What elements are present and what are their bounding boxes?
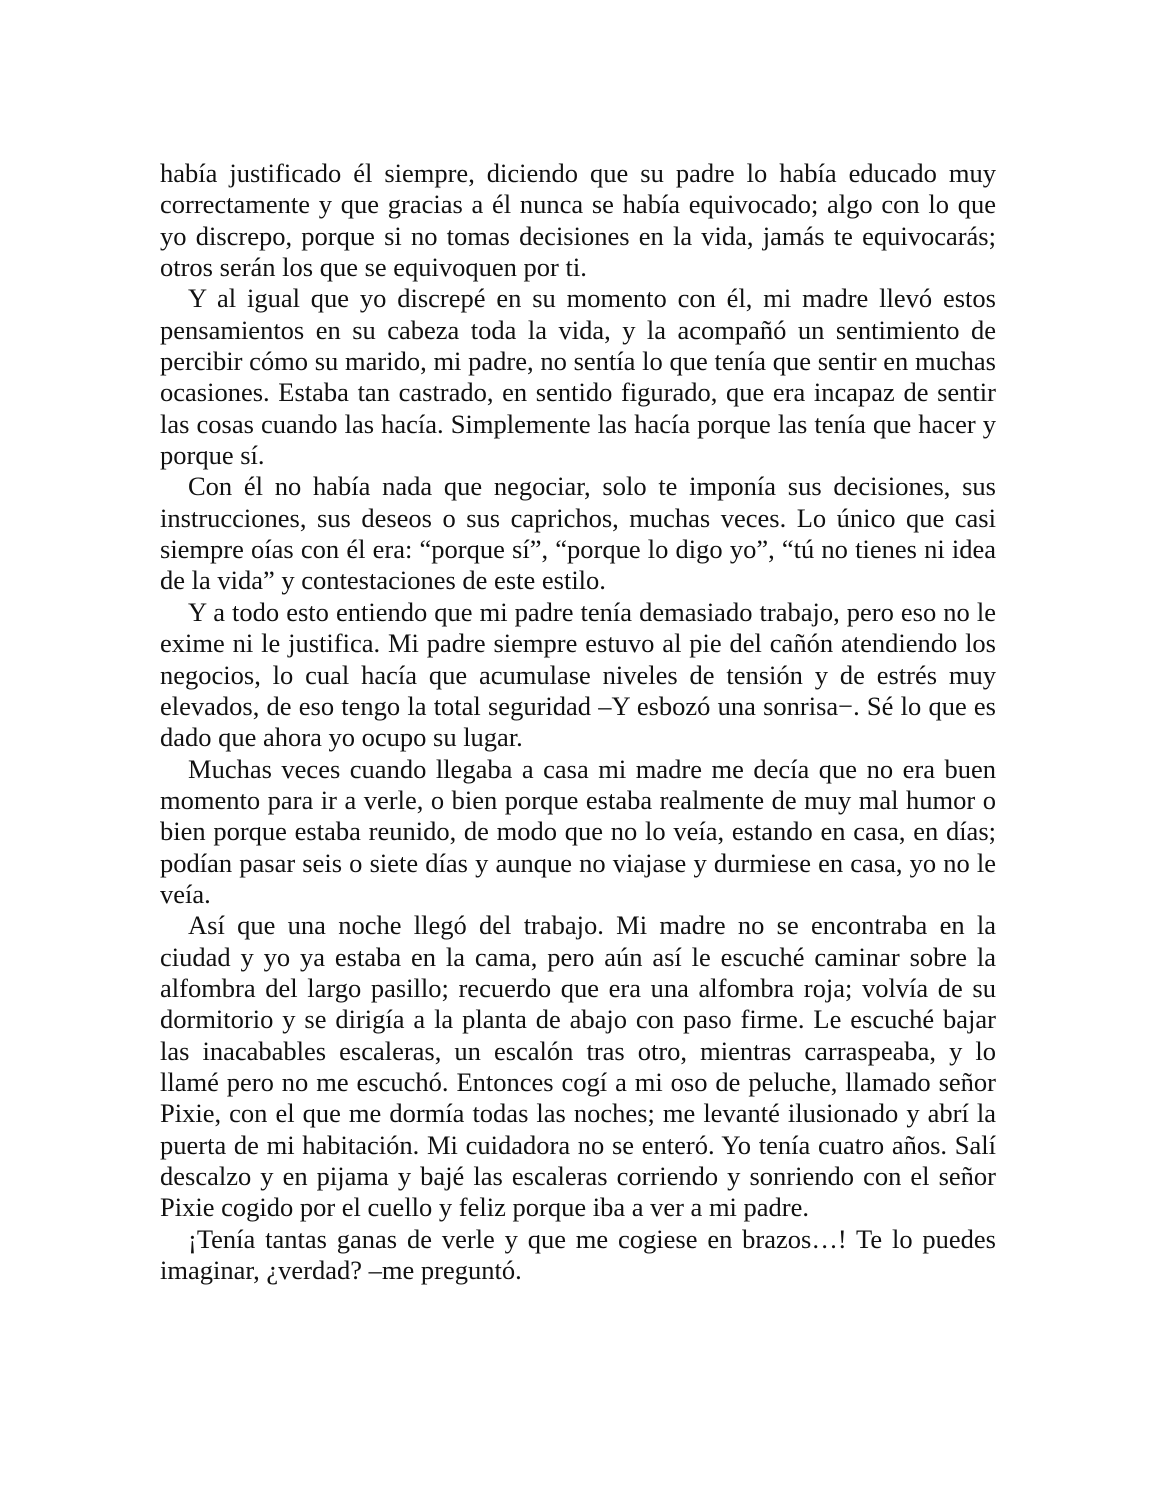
- paragraph-7: ¡Tenía tantas ganas de verle y que me cogiese en brazos…! Te lo puedes imaginar, ¿verdad? –me preguntó.: [160, 1223, 996, 1286]
- paragraph-1: había justificado él siempre, diciendo que su padre lo había educado muy correctamente y que gracias a él nunca se había equivocado; algo con lo que yo discrepo, porque si no tomas decisiones en la vida, jamás te equivocarás; otros serán los que se equivoquen por ti.: [160, 158, 996, 283]
- page-body: [160, 158, 996, 1286]
- paragraph-3: Con él no había nada que negociar, solo te imponía sus decisiones, sus instrucciones, sus deseos o sus caprichos, muchas veces. Lo único que casi siempre oías con él era: “porque sí”, “porque lo digo yo”, “tú no tienes ni idea de la vida” y contestaciones de este estilo.: [160, 471, 996, 596]
- paragraph-5: Muchas veces cuando llegaba a casa mi madre me decía que no era buen momento para ir a verle, o bien porque estaba realmente de muy mal humor o bien porque estaba reunido, de modo que no lo veía, estando en casa, en días; podían pasar seis o siete días y aunque no viajase y durmiese en casa, yo no le veía.: [160, 753, 996, 909]
- paragraph-2: Y al igual que yo discrepé en su momento con él, mi madre llevó estos pensamientos en su cabeza toda la vida, y la acompañó un sentimiento de percibir cómo su marido, mi padre, no sentía lo que tenía que sentir en muchas ocasiones. Estaba tan castrado, en sentido figurado, que era incapaz de sentir las cosas cuando las hacía. Simplemente las hacía porque las tenía que hacer y porque sí.: [160, 283, 996, 471]
- paragraph-4: Y a todo esto entiendo que mi padre tenía demasiado trabajo, pero eso no le exime ni le justifica. Mi padre siempre estuvo al pie del cañón atendiendo los negocios, lo cual hacía que acumulase niveles de tensión y de estrés muy elevados, de eso tengo la total seguridad –Y esbozó una sonrisa−. Sé lo que es dado que ahora yo ocupo su lugar.: [160, 596, 996, 753]
- paragraph-6: Así que una noche llegó del trabajo. Mi madre no se encontraba en la ciudad y yo ya estaba en la cama, pero aún así le escuché caminar sobre la alfombra del largo pasillo; recuerdo que era una alfombra roja; volvía de su dormitorio y se dirigía a la planta de abajo con paso firme. Le escuché bajar las inacabables escaleras, un escalón tras otro, mientras carraspeaba, y lo llamé pero no me escuchó. Entonces cogí a mi oso de peluche, llamado señor Pixie, con el que me dormía todas las noches; me levanté ilusionado y abrí la puerta de mi habitación. Mi cuidadora no se enteró. Yo tenía cuatro años. Salí descalzo y en pijama y bajé las escaleras corriendo y sonriendo con el señor Pixie cogido por el cuello y feliz porque iba a ver a mi padre.: [160, 910, 996, 1223]
